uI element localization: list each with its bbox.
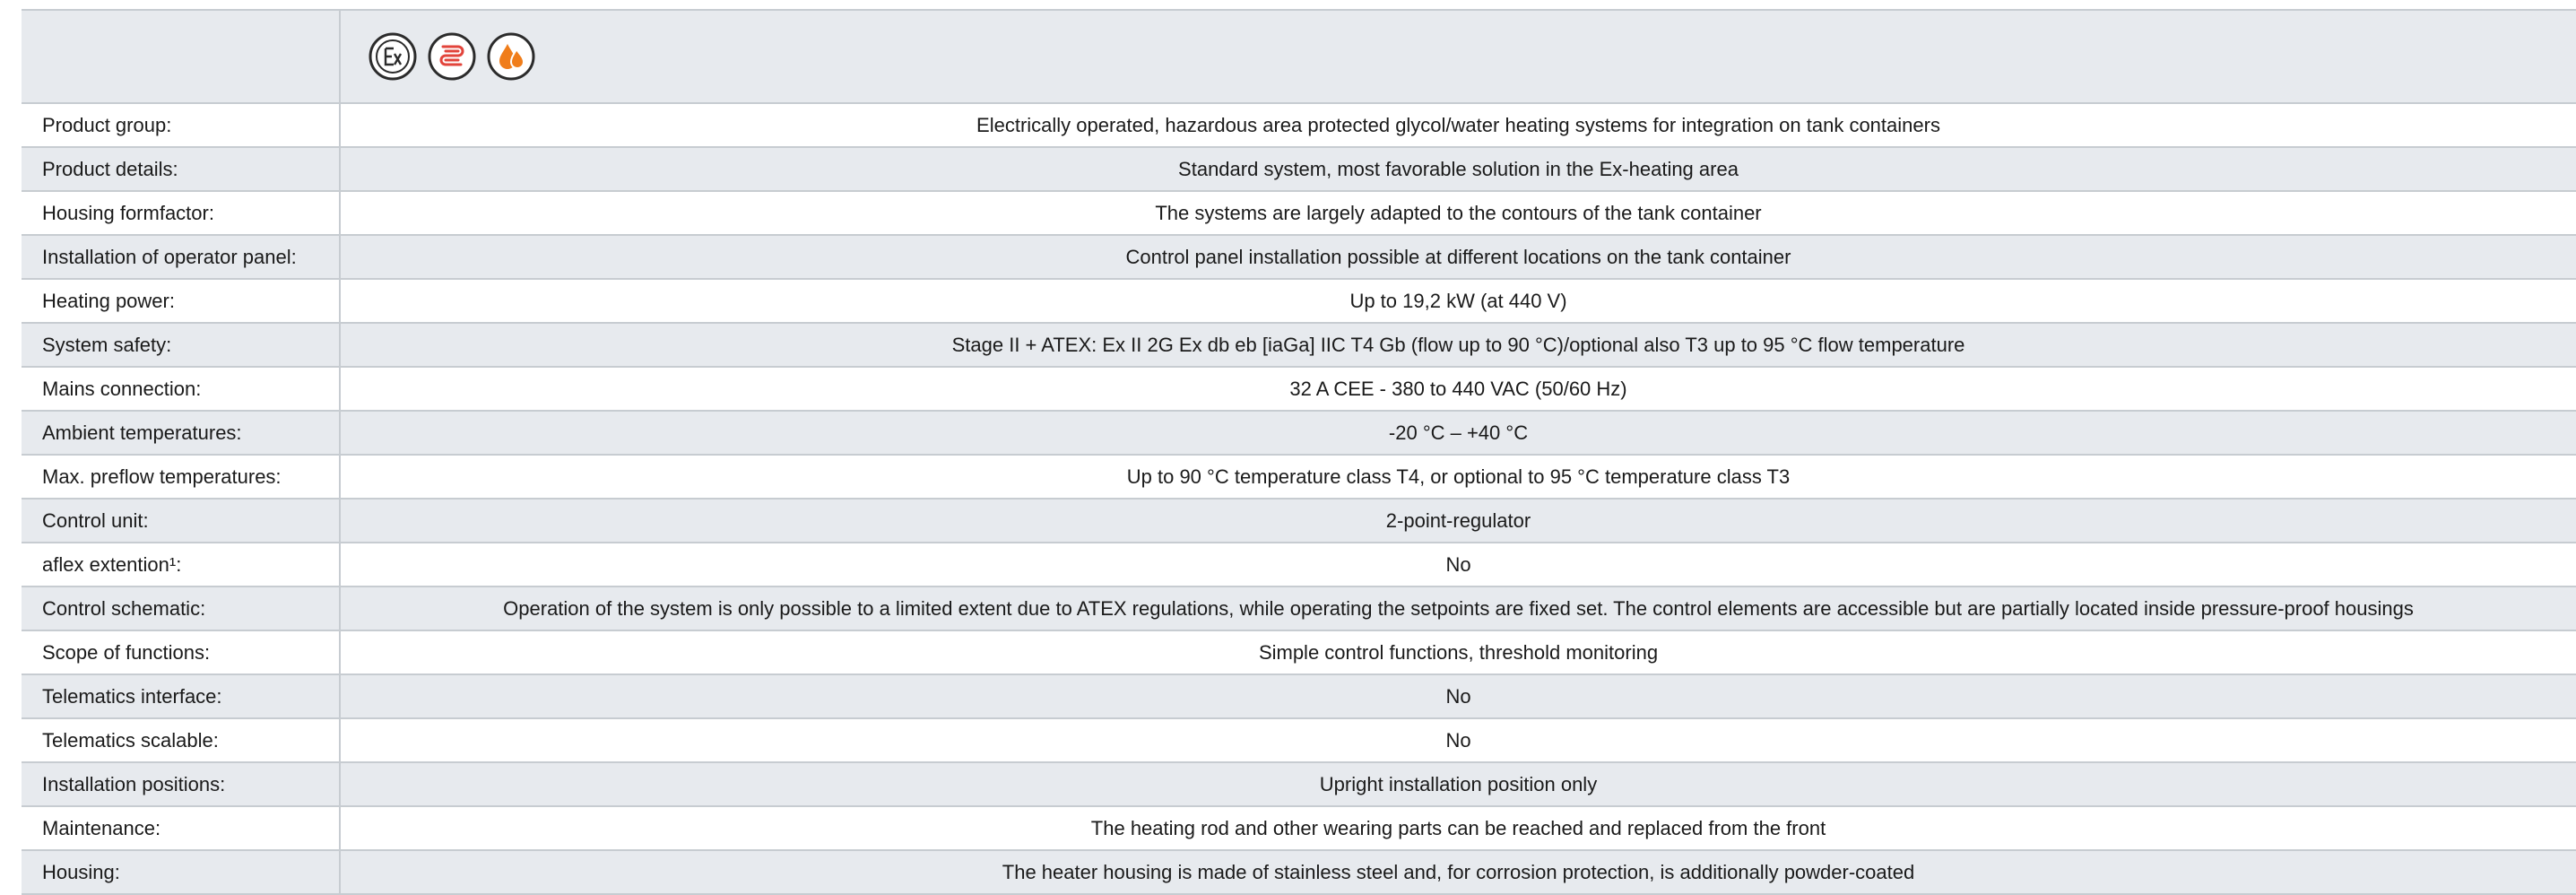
row-value: 2-point-regulator: [340, 499, 2576, 543]
row-label: Housing:: [22, 850, 340, 894]
row-value: 32 A CEE - 380 to 440 VAC (50/60 Hz): [340, 367, 2576, 411]
row-value: Standard system, most favorable solution in the Ex-heating area: [340, 147, 2576, 191]
row-label: Housing formfactor:: [22, 191, 340, 235]
row-label: Telematics interface:: [22, 674, 340, 718]
row-value: Upright installation position only: [340, 762, 2576, 806]
table-row: [22, 630, 2576, 674]
table-row: [22, 411, 2576, 455]
row-value: The heating rod and other wearing parts can be reached and replaced from the front: [340, 806, 2576, 850]
table-row: [22, 850, 2576, 894]
row-value: Operation of the system is only possible to a limited extent due to ATEX regulations, while operating the setpoints are fixed set. The control elements are accessible but are partially located inside pressure-proof housings: [340, 587, 2576, 630]
table-row: [22, 718, 2576, 762]
row-value: -20 °C – +40 °C: [340, 411, 2576, 455]
table-row: [22, 147, 2576, 191]
row-label: Control schematic:: [22, 587, 340, 630]
row-value: Electrically operated, hazardous area protected glycol/water heating systems for integration on tank containers: [340, 103, 2576, 147]
glycol-drop-icon: [486, 31, 536, 82]
row-label: Heating power:: [22, 279, 340, 323]
row-label: Ambient temperatures:: [22, 411, 340, 455]
row-label: Installation of operator panel:: [22, 235, 340, 279]
row-label: Maintenance:: [22, 806, 340, 850]
row-value: The heater housing is made of stainless steel and, for corrosion protection, is additionally powder-coated: [340, 850, 2576, 894]
row-label: Mains connection:: [22, 367, 340, 411]
table-row: [22, 674, 2576, 718]
row-value: The systems are largely adapted to the contours of the tank container: [340, 191, 2576, 235]
row-value: Simple control functions, threshold monitoring: [340, 630, 2576, 674]
row-label: Product details:: [22, 147, 340, 191]
row-label: System safety:: [22, 323, 340, 367]
feature-icons: [341, 11, 2576, 102]
row-label: Scope of functions:: [22, 630, 340, 674]
row-label: Installation positions:: [22, 762, 340, 806]
header-empty-cell: [22, 10, 340, 103]
row-value: Stage II + ATEX: Ex II 2G Ex db eb [iaGa] IIC T4 Gb (flow up to 90 °C)/optional also T3 up to 95 °C flow temperature: [340, 323, 2576, 367]
row-value: Control panel installation possible at different locations on the tank container: [340, 235, 2576, 279]
icon-cell: [340, 10, 2576, 103]
table-row: [22, 762, 2576, 806]
table-row: [22, 367, 2576, 411]
row-value: Up to 19,2 kW (at 440 V): [340, 279, 2576, 323]
row-label: aflex extention¹:: [22, 543, 340, 587]
table-row: [22, 587, 2576, 630]
table-row: [22, 279, 2576, 323]
row-value: No: [340, 718, 2576, 762]
table-row: [22, 235, 2576, 279]
table-row: [22, 103, 2576, 147]
table-row: [22, 543, 2576, 587]
table-row: [22, 455, 2576, 499]
table-row: [22, 323, 2576, 367]
spec-table: [22, 9, 2576, 895]
row-value: No: [340, 543, 2576, 587]
row-value: Up to 90 °C temperature class T4, or optional to 95 °C temperature class T3: [340, 455, 2576, 499]
row-label: Product group:: [22, 103, 340, 147]
table-row: [22, 806, 2576, 850]
row-label: Control unit:: [22, 499, 340, 543]
table-row: [22, 191, 2576, 235]
row-label: Telematics scalable:: [22, 718, 340, 762]
header-row: [22, 10, 2576, 103]
heating-coil-icon: [427, 31, 477, 82]
ex-atex-icon: [368, 31, 418, 82]
row-value: No: [340, 674, 2576, 718]
row-label: Max. preflow temperatures:: [22, 455, 340, 499]
table-row: [22, 499, 2576, 543]
